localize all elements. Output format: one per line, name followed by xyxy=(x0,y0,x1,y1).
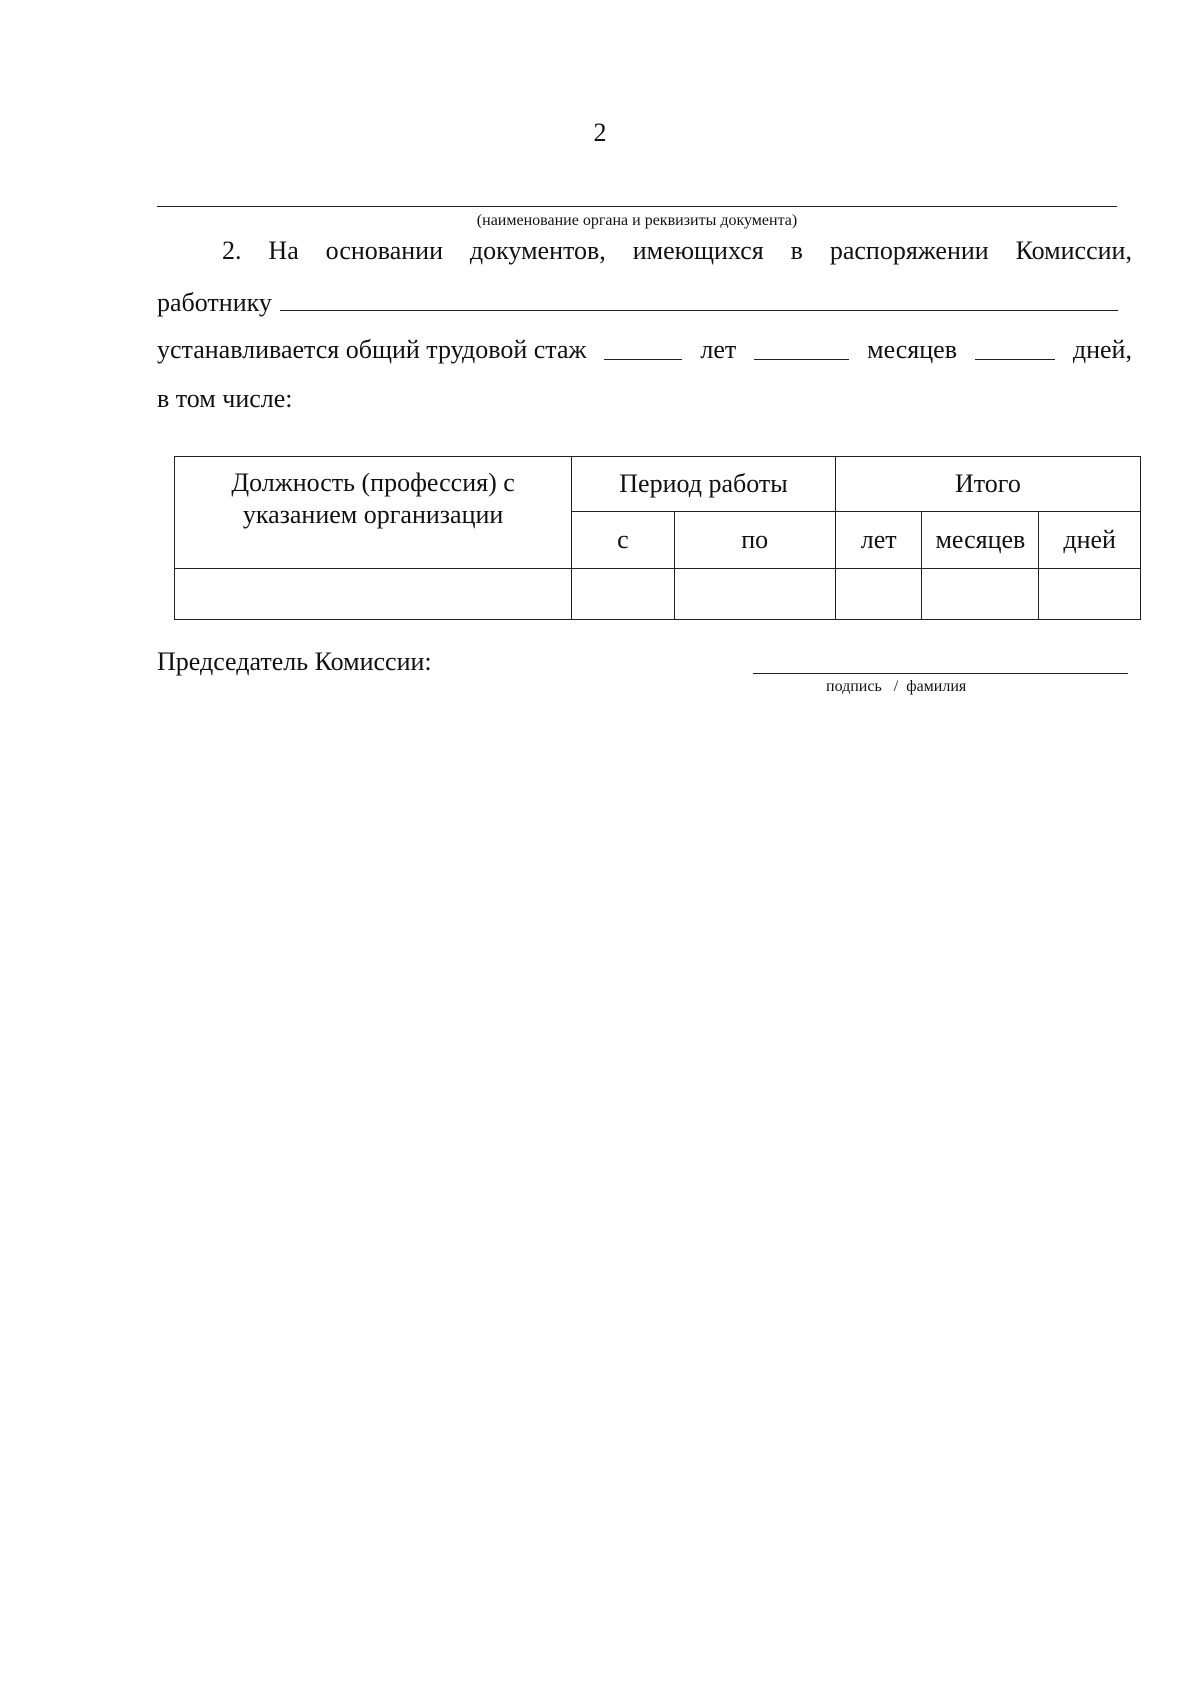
table-header-row xyxy=(175,457,1141,512)
paragraph-word: основании xyxy=(325,236,443,265)
page-number: 2 xyxy=(593,118,607,147)
months-label: месяцев xyxy=(867,335,957,364)
paragraph-word: имеющихся xyxy=(632,236,764,265)
days-blank[interactable] xyxy=(975,335,1055,360)
paragraph-line-3 xyxy=(157,335,1132,365)
years-header: лет xyxy=(835,512,922,569)
total-header: Итого xyxy=(835,457,1140,512)
work-experience-table xyxy=(174,456,1141,620)
paragraph-word: Комиссии, xyxy=(1015,236,1132,265)
years-cell[interactable] xyxy=(835,569,922,620)
paragraph-word: 2. xyxy=(222,236,242,265)
organ-name-line xyxy=(157,206,1117,207)
position-cell[interactable] xyxy=(175,569,572,620)
worker-name-blank[interactable] xyxy=(280,286,1118,311)
months-cell[interactable] xyxy=(922,569,1039,620)
period-header: Период работы xyxy=(572,457,836,512)
signature-caption: подпись / фамилия xyxy=(826,678,967,695)
years-label: лет xyxy=(700,335,737,364)
days-header: дней xyxy=(1039,512,1141,569)
to-cell[interactable] xyxy=(674,569,835,620)
paragraph-line-2 xyxy=(157,286,1132,318)
paragraph-word: На xyxy=(268,236,299,265)
including-text: в том числе: xyxy=(157,384,293,413)
months-header: месяцев xyxy=(922,512,1039,569)
paragraph-word: распоряжении xyxy=(829,236,989,265)
years-blank[interactable] xyxy=(604,335,682,360)
position-header: Должность (профессия) с указанием организации xyxy=(175,457,572,569)
paragraph-word: в xyxy=(790,236,803,265)
organ-caption: (наименование органа и реквизиты документа) xyxy=(476,212,798,229)
stazh-label: устанавливается общий трудовой стаж xyxy=(157,335,587,364)
worker-label: работнику xyxy=(157,288,272,317)
signature-line[interactable] xyxy=(753,673,1128,674)
paragraph-word: документов, xyxy=(469,236,606,265)
from-header: с xyxy=(572,512,674,569)
from-cell[interactable] xyxy=(572,569,674,620)
months-blank[interactable] xyxy=(754,335,849,360)
days-label: дней, xyxy=(1072,335,1132,364)
chairman-label: Председатель Комиссии: xyxy=(157,647,432,676)
table-row xyxy=(175,569,1141,620)
days-cell[interactable] xyxy=(1039,569,1141,620)
to-header: по xyxy=(674,512,835,569)
paragraph-line-1 xyxy=(157,236,1132,266)
